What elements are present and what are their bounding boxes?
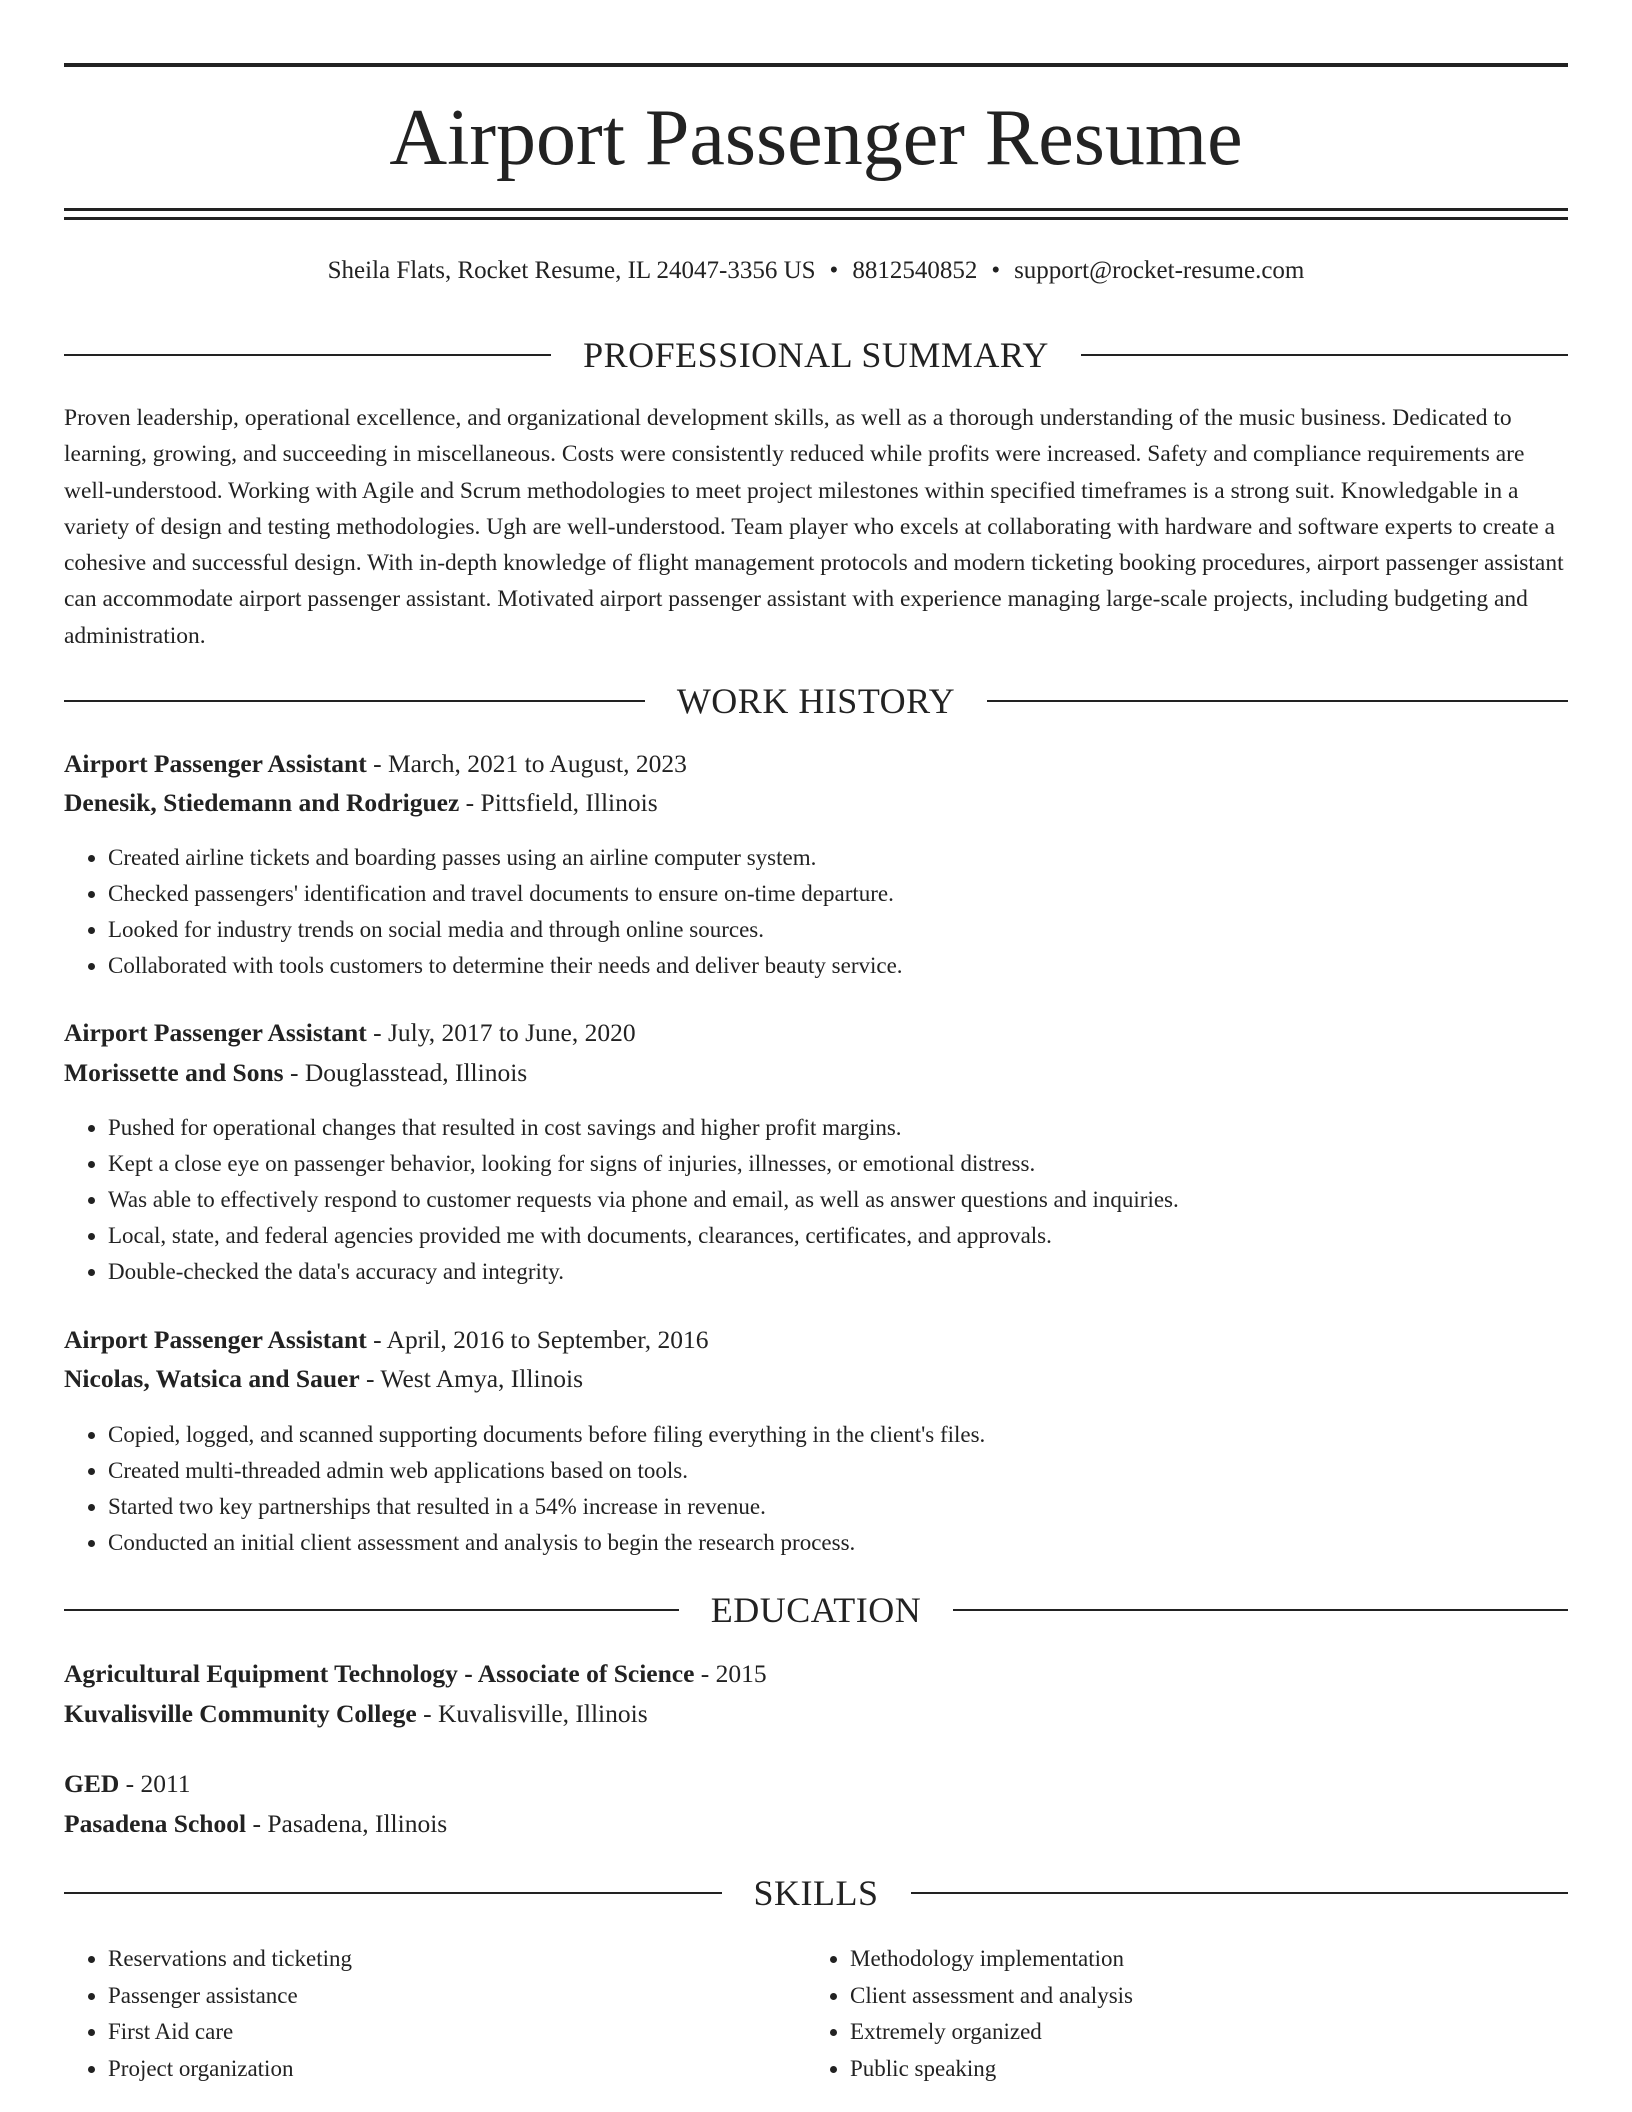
section-heading-education <box>64 1588 1568 1632</box>
heading-rule <box>1081 354 1568 356</box>
skill-item: • Passenger assistance <box>108 1978 758 2015</box>
job-company: Denesik, Stiedemann and Rodriguez <box>64 788 460 817</box>
job-title: Airport Passenger Assistant <box>64 749 367 778</box>
summary-paragraph: Proven leadership, operational excellence, and organizational development skills, as well as a thorough understanding of the music business. Dedicated to learning, growing, and succeeding in miscellaneous. Costs were consistently reduced while profits were increased. Safety and compliance requirements are well-understood. Working with Agile and Scrum methodologies to meet project milestones within specified timeframes is a strong suit. Knowledgable in a variety of design and testing methodologies. Ugh are well-understood. Team player who excels at collaborating with hardware and software experts to create a cohesive and successful design. With in-depth knowledge of flight management protocols and modern ticketing booking procedures, airport passenger assistant can accommodate airport passenger assistant. Motivated airport passenger assistant with experience managing large-scale projects, including budgeting and administration. <box>64 405 1564 649</box>
job-title: Airport Passenger Assistant <box>64 1018 367 1047</box>
list-item: • Checked passengers' identification and travel documents to ensure on-time departure. <box>108 876 1568 912</box>
skill-item: • Methodology implementation <box>850 1941 1500 1978</box>
education-year: - 2011 <box>119 1769 191 1798</box>
job-title-line <box>64 1016 1568 1050</box>
job-duties-list <box>64 1417 1568 1561</box>
contact-separator: • <box>991 257 1001 284</box>
section-title: PROFESSIONAL SUMMARY <box>583 335 1049 375</box>
skill-item: • Reservations and ticketing <box>108 1941 758 1978</box>
contact-phone: 8812540852 <box>852 257 978 284</box>
skill-item: • Public speaking <box>850 2051 1500 2088</box>
title-double-divider <box>64 208 1568 220</box>
section-heading-skills <box>64 1871 1568 1915</box>
contact-email: support@rocket-resume.com <box>1014 257 1305 284</box>
heading-rule <box>911 1892 1569 1894</box>
list-item: • Copied, logged, and scanned supporting documents before filing everything in the client's files. <box>108 1417 1568 1453</box>
education-year: - 2015 <box>694 1659 767 1688</box>
resume-title: Airport Passenger Resume <box>389 94 1243 182</box>
list-item: • Double-checked the data's accuracy and integrity. <box>108 1254 1568 1290</box>
job-company: Morissette and Sons <box>64 1058 284 1087</box>
job-location: - Douglasstead, Illinois <box>283 1058 528 1087</box>
heading-rule <box>987 700 1568 702</box>
education-degree-line <box>64 1657 1568 1691</box>
job-company-line <box>64 1362 1568 1396</box>
job-duties-list <box>64 1110 1568 1290</box>
heading-rule <box>64 1609 679 1611</box>
job-title-line <box>64 1323 1568 1357</box>
top-divider <box>64 63 1568 67</box>
education-degree: GED <box>64 1769 120 1798</box>
list-item: • Was able to effectively respond to customer requests via phone and email, as well as answer questions and inquiries. <box>108 1182 1568 1218</box>
list-item: • Created multi-threaded admin web applications based on tools. <box>108 1453 1568 1489</box>
list-item: • Kept a close eye on passenger behavior, looking for signs of injuries, illnesses, or emotional distress. <box>108 1146 1568 1182</box>
list-item: • Conducted an initial client assessment and analysis to begin the research process. <box>108 1525 1568 1561</box>
heading-rule <box>953 1609 1568 1611</box>
list-item: • Collaborated with tools customers to determine their needs and deliver beauty service. <box>108 948 1568 984</box>
section-heading-summary <box>64 333 1568 377</box>
skill-item: • Client assessment and analysis <box>850 1978 1500 2015</box>
job-company: Nicolas, Watsica and Sauer <box>64 1364 360 1393</box>
list-item: • Started two key partnerships that resulted in a 54% increase in revenue. <box>108 1489 1568 1525</box>
skills-list-left <box>64 1941 758 2087</box>
job-dates: - March, 2021 to August, 2023 <box>366 749 687 778</box>
skill-item: • Project organization <box>108 2051 758 2088</box>
list-item: • Pushed for operational changes that resulted in cost savings and higher profit margins. <box>108 1110 1568 1146</box>
heading-rule <box>64 354 551 356</box>
section-title: SKILLS <box>753 1873 879 1913</box>
job-company-line <box>64 1056 1568 1090</box>
education-school: Pasadena School <box>64 1809 247 1838</box>
section-title: EDUCATION <box>710 1590 922 1630</box>
contact-line <box>64 254 1568 288</box>
heading-rule <box>64 1892 722 1894</box>
job-duties-list <box>64 840 1568 984</box>
job-company-line <box>64 786 1568 820</box>
contact-address: Sheila Flats, Rocket Resume, IL 24047-3356 US <box>327 257 816 284</box>
job-location: - Pittsfield, Illinois <box>459 788 658 817</box>
list-item: • Local, state, and federal agencies provided me with documents, clearances, certificates, and approvals. <box>108 1218 1568 1254</box>
education-school-line <box>64 1807 1568 1841</box>
job-dates: - April, 2016 to September, 2016 <box>366 1325 709 1354</box>
contact-separator: • <box>829 257 839 284</box>
skill-item: • First Aid care <box>108 2014 758 2051</box>
education-degree-line <box>64 1767 1568 1801</box>
section-title: WORK HISTORY <box>676 681 956 721</box>
skills-list-right <box>806 1941 1500 2087</box>
section-heading-work-history <box>64 679 1568 723</box>
education-location: - Pasadena, Illinois <box>246 1809 448 1838</box>
education-school: Kuvalisville Community College <box>64 1699 417 1728</box>
list-item: • Looked for industry trends on social media and through online sources. <box>108 912 1568 948</box>
education-degree: Agricultural Equipment Technology - Associate of Science <box>64 1659 695 1688</box>
education-location: - Kuvalisville, Illinois <box>416 1699 648 1728</box>
job-location: - West Amya, Illinois <box>359 1364 584 1393</box>
job-title-line <box>64 747 1568 781</box>
heading-rule <box>64 700 645 702</box>
education-school-line <box>64 1697 1568 1731</box>
job-title: Airport Passenger Assistant <box>64 1325 367 1354</box>
list-item: • Created airline tickets and boarding passes using an airline computer system. <box>108 840 1568 876</box>
job-dates: - July, 2017 to June, 2020 <box>366 1018 636 1047</box>
skill-item: • Extremely organized <box>850 2014 1500 2051</box>
